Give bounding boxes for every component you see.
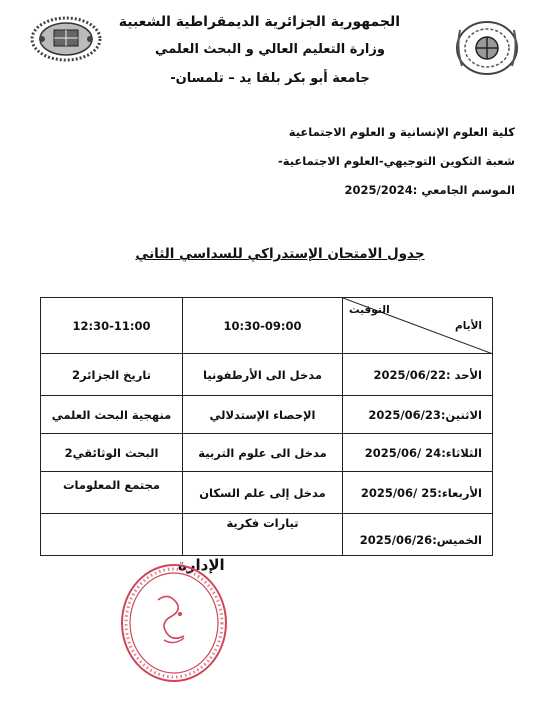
exam-cell: مجتمع المعلومات	[41, 472, 183, 514]
university-heading: جامعة أبو بكر بلقا يد – تلمسان-	[170, 71, 370, 86]
ministry-heading: وزارة التعليم العالي و البحث العلمي	[155, 42, 385, 57]
table-row	[41, 514, 493, 556]
day-cell: الثلاثاء:24 /2025/06	[343, 434, 493, 472]
exam-cell: مدخل الى علوم التربية	[183, 434, 343, 472]
faculty-line: كلية العلوم الإنسانية و العلوم الاجتماعية	[288, 125, 515, 139]
day-cell: الأربعاء:25 /2025/06	[343, 472, 493, 514]
day-cell: الخميس:2025/06/26	[343, 514, 493, 556]
branch-line: شعبة التكوين التوجيهي-العلوم الاجتماعية-	[277, 154, 515, 168]
exam-cell: تيارات فكرية	[183, 514, 343, 556]
republic-heading: الجمهورية الجزائرية الديمقراطية الشعبية	[118, 14, 400, 30]
official-stamp-icon	[118, 560, 230, 686]
exam-cell: مدخل الى الأرطفونيا	[183, 354, 343, 396]
table-header-row	[41, 298, 493, 354]
exam-cell: مدخل إلى علم السكان	[183, 472, 343, 514]
day-cell: الاثنين:2025/06/23	[343, 396, 493, 434]
exam-cell	[41, 514, 183, 556]
administration-label: الإدارة	[178, 556, 225, 574]
exam-schedule-table	[40, 297, 493, 556]
exam-cell: الإحصاء الإستدلالي	[183, 396, 343, 434]
corner-days-label: الأيام	[455, 320, 482, 332]
table-row	[41, 434, 493, 472]
exam-cell: منهجية البحث العلمي	[41, 396, 183, 434]
table-row	[41, 472, 493, 514]
corner-time-label: التوقيت	[349, 304, 390, 316]
right-university-emblem-icon	[452, 18, 522, 78]
left-university-emblem-icon	[28, 14, 104, 64]
season-line: الموسم الجامعي :2025/2024	[344, 183, 515, 197]
corner-cell	[343, 298, 493, 354]
time-header-1: 10:30-09:00	[183, 298, 343, 354]
time-header-2: 12:30-11:00	[41, 298, 183, 354]
table-row	[41, 354, 493, 396]
exam-cell: البحث الوثائقي2	[41, 434, 183, 472]
table-row	[41, 396, 493, 434]
day-cell: الأحد :2025/06/22	[343, 354, 493, 396]
schedule-title: جدول الامتحان الإستدراكي للسداسي الثاني	[135, 246, 425, 262]
exam-cell: تاريخ الجزائر2	[41, 354, 183, 396]
